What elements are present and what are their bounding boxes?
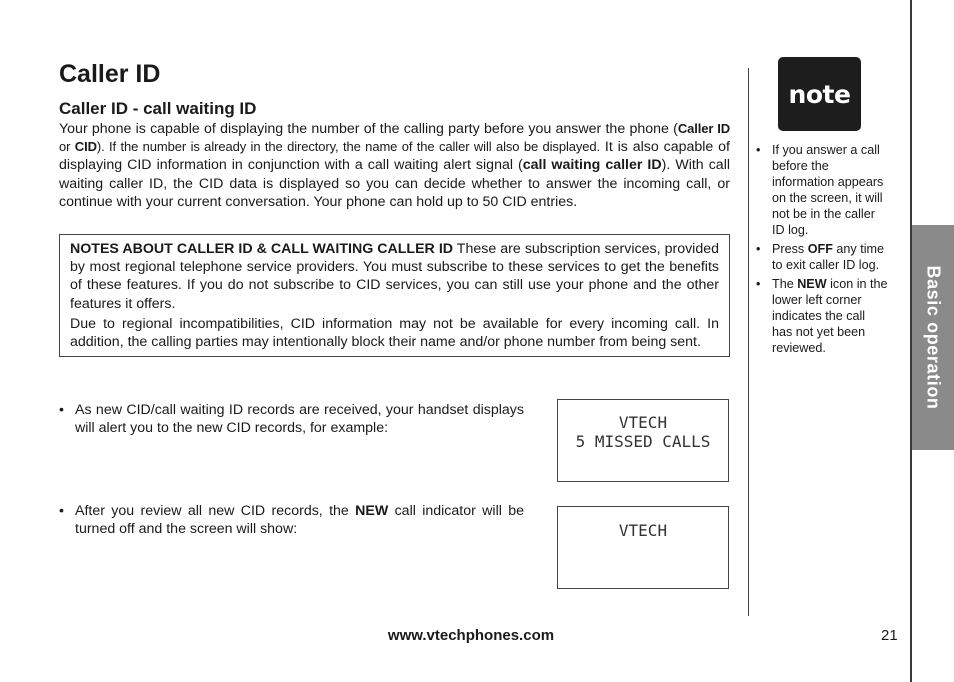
bullet-new-records — [59, 401, 524, 441]
notes-heading: NOTES ABOUT CALLER ID & CALL WAITING CALLER ID — [70, 241, 454, 257]
side-note-item: • Press OFF any time to exit caller ID log. — [756, 241, 888, 273]
bullet-text: After you review all new CID records, the NEW call indicator will be turned off and the screen will show: — [75, 503, 524, 538]
side-notes-list — [756, 142, 888, 359]
notes-box — [59, 234, 730, 357]
section-heading: Caller ID - call waiting ID — [59, 99, 257, 118]
side-note-item: • If you answer a call before the information appears on the screen, it will not be in the caller ID log. — [756, 142, 888, 238]
handset-screen-idle — [557, 506, 729, 589]
screen-line-1: VTECH — [618, 521, 668, 540]
page-title: Caller ID — [59, 60, 161, 88]
call-waiting-caller-id-term: call waiting caller ID — [522, 157, 662, 174]
notes-paragraph-2: Due to regional incompatibilities, CID information may not be available for every incoming call. In addition, the calling parties may intentionally block their name and/or phone number from being sent. — [70, 315, 719, 351]
cid-term: CID — [74, 139, 97, 155]
off-key-term: OFF — [807, 242, 833, 256]
page-number: 21 — [881, 627, 898, 644]
note-icon: note — [778, 57, 861, 131]
notes-text-1: These are subscription services, provided by most regional telephone service providers. You must subscribe to these services to get the benefits of these features. If you do not subscribe to CID services, you can still use your phone and the other features it offers. — [70, 241, 719, 312]
intro-text-4: ). With call waiting caller ID, the CID data is displayed so you can decide whether to answer the incoming call, or continue with your current conversation. Your phone can hold up to 50 CID entries. — [59, 157, 731, 210]
intro-text-3: It is also capable of displaying CID information in conjunction with a call waiting alert signal ( — [59, 139, 730, 174]
section-tab — [912, 225, 954, 450]
bullet-dot: • — [59, 503, 64, 519]
intro-text-2: ). If the number is already in the directory, the name of the caller will also be displayed. — [96, 139, 601, 155]
notes-paragraph-1 — [70, 240, 719, 313]
bullet-after-review — [59, 502, 524, 542]
side-note-item: • The NEW icon in the lower left corner indicates the call has not yet been reviewed. — [756, 276, 888, 356]
caller-id-term: Caller ID — [677, 121, 730, 136]
bullet-dot: • — [59, 402, 64, 418]
new-icon-term: NEW — [797, 277, 827, 291]
column-divider — [748, 68, 749, 616]
footer-url: www.vtechphones.com — [387, 627, 555, 644]
new-term: NEW — [355, 503, 389, 519]
screen-line-2: 5 MISSED CALLS — [575, 432, 711, 451]
section-tab-label: Basic operation — [923, 265, 944, 410]
bullet-text: As new CID/call waiting ID records are received, your handset displays will alert you to the new CID records, for example: — [75, 402, 524, 437]
intro-text-1: Your phone is capable of displaying the number of the calling party before you answer the phone ( — [59, 121, 678, 137]
handset-screen-missed-calls — [557, 399, 729, 482]
screen-line-1: VTECH — [618, 413, 668, 432]
intro-paragraph — [59, 120, 730, 211]
intro-or: or — [59, 139, 75, 155]
